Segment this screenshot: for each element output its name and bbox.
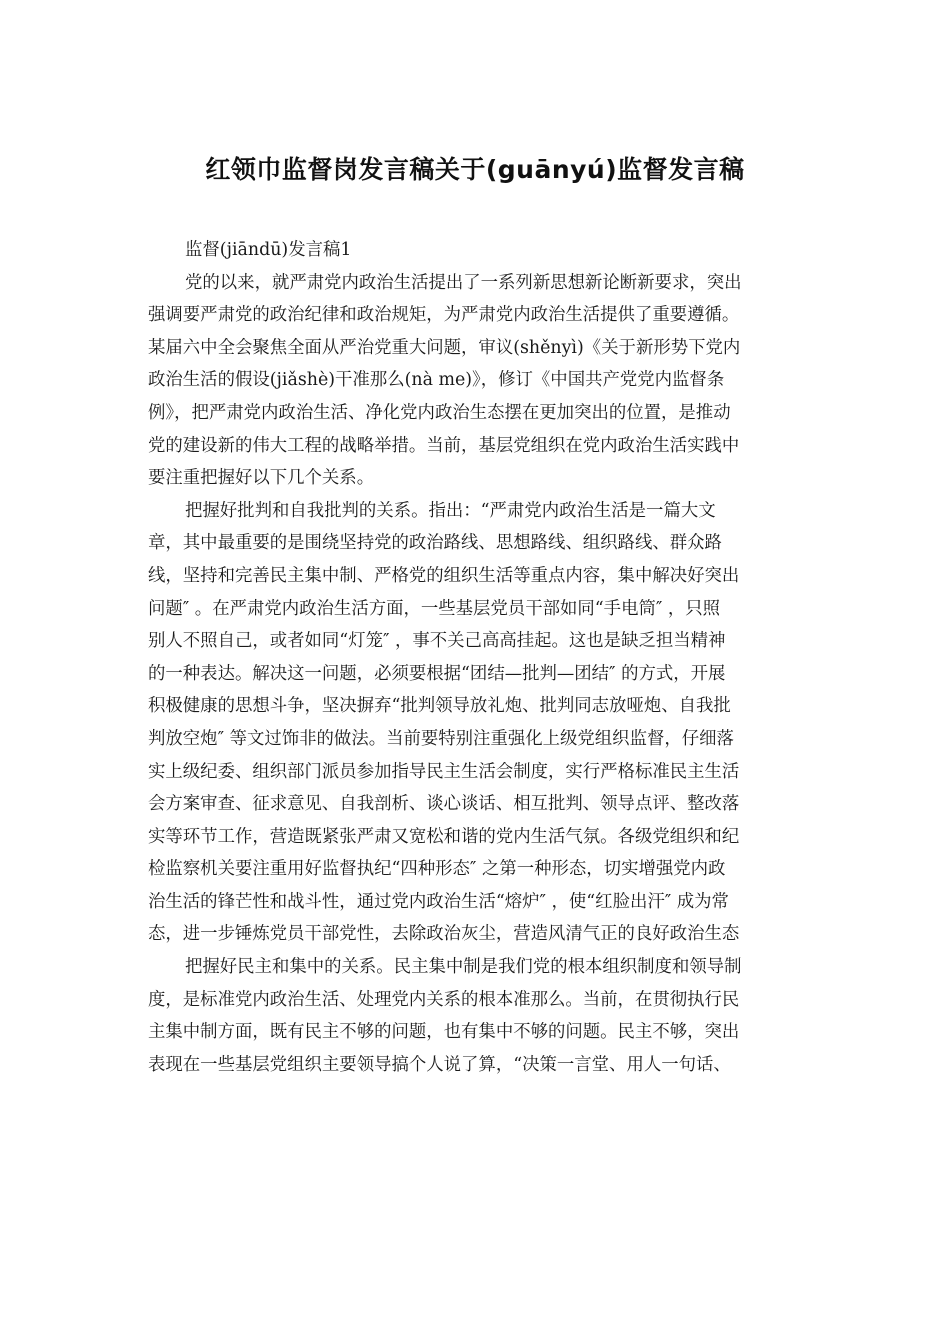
paragraph-line: 主集中制方面，既有民主不够的问题，也有集中不够的问题。民主不够，突出 [148,1022,740,1043]
paragraph-line: 判放空炮″ 等文过饰非的做法。当前要特别注重强化上级党组织监督，仔细落 [148,728,734,749]
paragraph-line: 实上级纪委、组织部门派员参加指导民主生活会制度，实行严格标准民主生活 [148,761,740,782]
paragraph-line: 要注重把握好以下几个关系。 [148,468,375,489]
document-title: 红领巾监督岗发言稿关于(guānyú)监督发言稿 [205,155,745,184]
document-body [148,234,800,1081]
section-heading: 监督(jiāndū)发言稿1 [185,240,352,260]
paragraph-line: 把握好民主和集中的关系。民主集中制是我们党的根本组织制度和领导制 [185,957,742,978]
paragraph-line: 实等环节工作，营造既紧张严肃又宽松和谐的党内生活气氛。各级党组织和纪 [148,826,740,847]
paragraph-line: 党的以来，就严肃党内政治生活提出了一系列新思想新论断新要求，突出 [185,272,742,293]
paragraph-line: 度，是标准党内政治生活、处理党内关系的根本准那么。当前，在贯彻执行民 [148,989,740,1010]
paragraph-line: 政治生活的假设(jiǎshè)干准那么(nà me)》，修订《中国共产党党内监督条 [148,370,725,391]
paragraph-line: 检监察机关要注重用好监督执纪“四种形态″ 之第一种形态，切实增强党内政 [148,859,726,880]
paragraph-line: 线，坚持和完善民主集中制、严格党的组织生活等重点内容，集中解决好突出 [148,565,740,586]
paragraph-line: 态，进一步锤炼党员干部党性，去除政治灰尘，营造风清气正的良好政治生态 [148,924,740,945]
paragraph-line: 会方案审查、征求意见、自我剖析、谈心谈话、相互批判、领导点评、整改落 [148,794,740,815]
paragraph-line: 别人不照自己，或者如同“灯笼″ ，事不关己高高挂起。这也是缺乏担当精神 [148,631,726,652]
paragraph-line: 例》，把严肃党内政治生活、净化党内政治生态摆在更加突出的位置，是推动 [148,402,731,423]
paragraph-line: 表现在一些基层党组织主要领导搞个人说了算，“决策一言堂、用人一句话、 [148,1054,731,1075]
paragraph-line: 问题″ 。在严肃党内政治生活方面，一些基层党员干部如同“手电筒″ ，只照 [148,598,721,619]
paragraph-line: 把握好批判和自我批判的关系。指出：“严肃党内政治生活是一篇大文 [185,500,716,521]
paragraph-line: 强调要严肃党的政治纪律和政治规矩，为严肃党内政治生活提供了重要遵循。 [148,305,740,326]
paragraph-line: 的一种表达。解决这一问题，必须要根据“团结—批判—团结″ 的方式，开展 [148,663,726,684]
paragraph-line: 某届六中全会聚焦全面从严治党重大问题，审议(shěnyì)《关于新形势下党内 [148,337,741,358]
paragraph-line: 积极健康的思想斗争，坚决摒弃“批判领导放礼炮、批判同志放哑炮、自我批 [148,696,731,717]
paragraph-line: 党的建设新的伟大工程的战略举措。当前，基层党组织在党内政治生活实践中 [148,435,740,456]
paragraph-line: 章，其中最重要的是围绕坚持党的政治路线、思想路线、组织路线、群众路 [148,533,722,554]
paragraph-line: 治生活的锋芒性和战斗性，通过党内政治生活“熔炉″ ，使“红脸出汗″ 成为常 [148,891,729,912]
